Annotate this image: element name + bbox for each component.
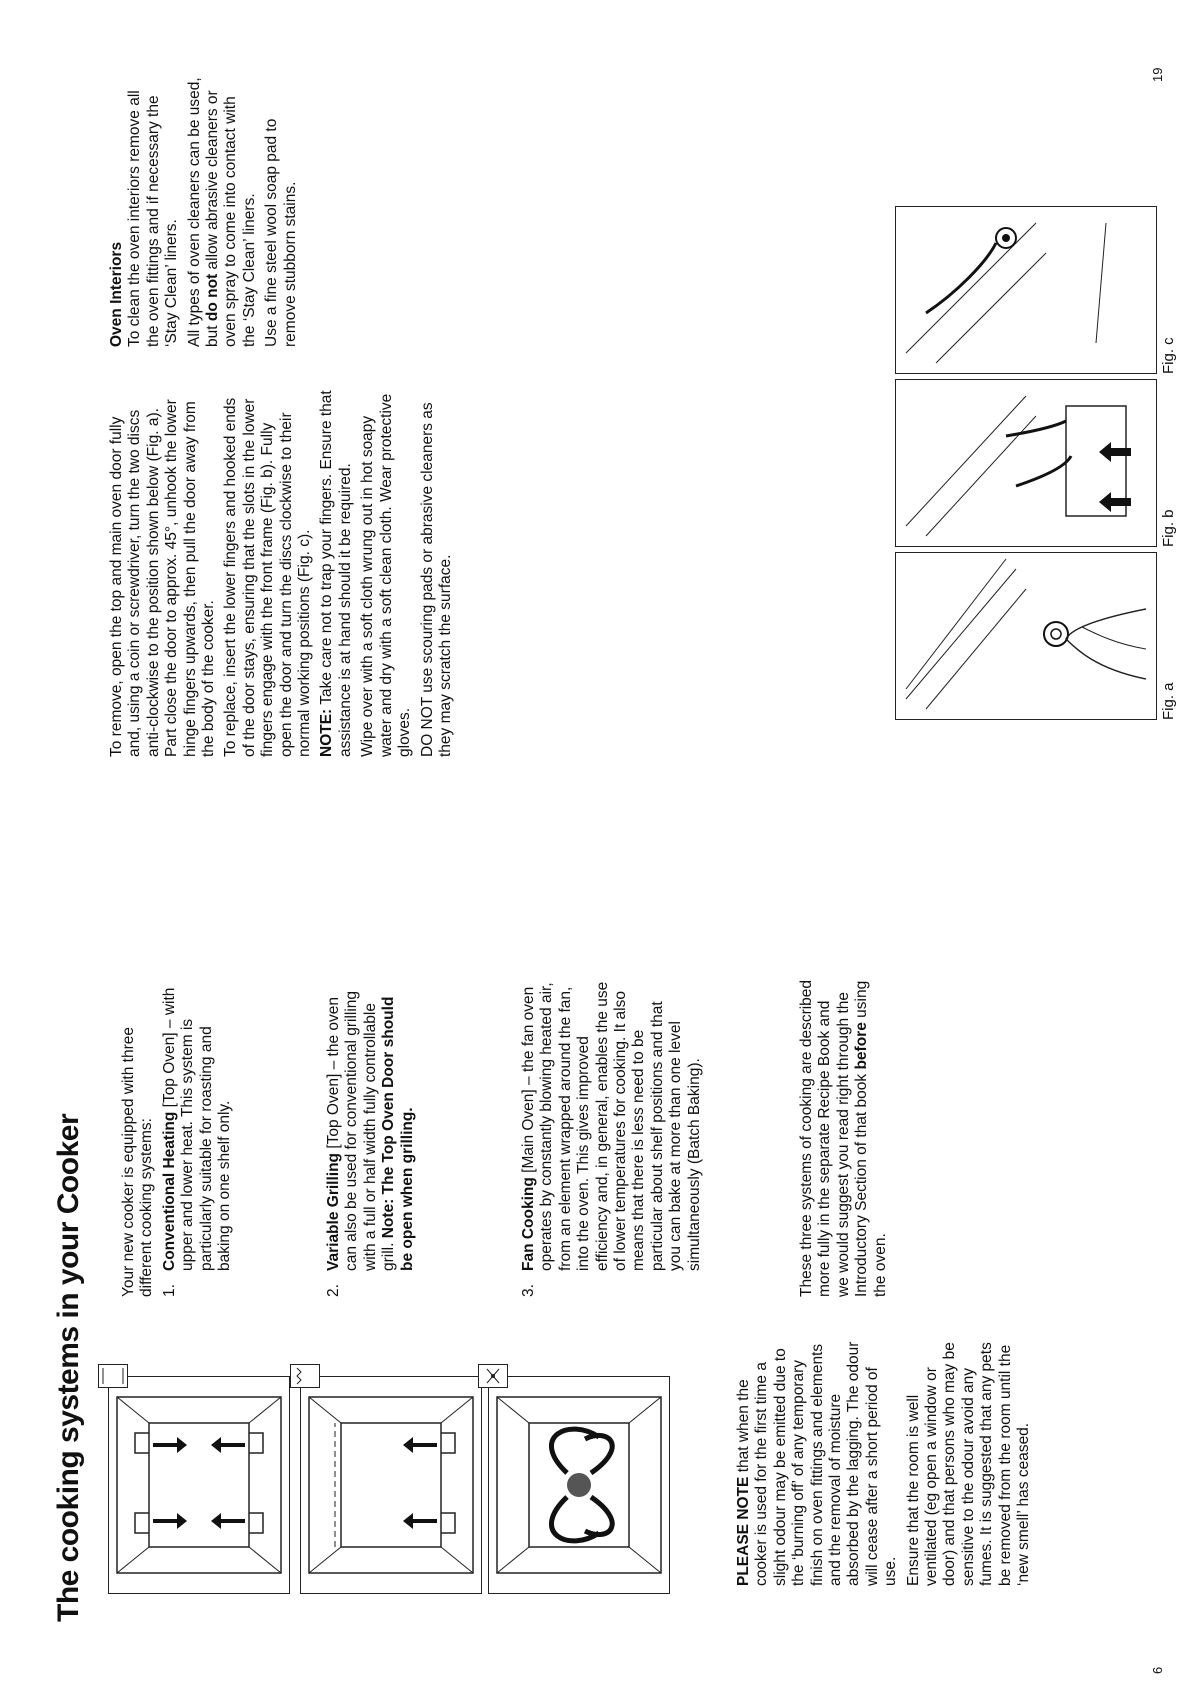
conventional-heating-icon <box>98 1364 128 1388</box>
system-item-1: 1. Conventional Heating [Top Oven] – with upper and lower heat. This system is particularly suitable for roasting and baking on one shelf only. <box>160 987 234 1297</box>
system-item-2-block <box>325 979 417 1297</box>
diagram-fan-cooking <box>488 1376 670 1594</box>
figure-a <box>895 552 1157 720</box>
please-note-block <box>735 1336 1038 1586</box>
oven-interiors-block <box>108 77 304 347</box>
diagram-variable-grilling <box>300 1376 482 1594</box>
grilling-note: Note: The Top Oven Door should be open when grilling. <box>380 996 416 1271</box>
figure-a-illustration <box>896 553 1156 719</box>
page-title: The cooking systems in your Cooker <box>52 1113 85 1622</box>
please-note-para-2: Ensure that the room is well ventilated (eg open a window or door) and that persons who may be sensitive to the odour avoid any fumes. It is suggested that any pets be removed from the room until the ‘new smell’ has ceased. <box>904 1342 1033 1586</box>
figure-c-illustration <box>896 207 1156 373</box>
please-note-para-1: PLEASE NOTE that when the cooker is used for the first time a slight odour may be emitted due to the ‘burning off’ of any temporary finish on oven fittings and elements and the removal of moisture absorbed by the lagging. The odour will cease after a short period of use. <box>735 1341 900 1586</box>
please-note-lead: PLEASE NOTE <box>735 1476 752 1586</box>
oven-interiors-para-1: To clean the oven interiors remove all the oven fittings and if necessary the ‘Stay Clean’ liners. <box>126 90 181 347</box>
oven-interiors-para-2: All types of oven cleaners can be used, but do not allow abrasive cleaners or oven spray to come into contact with the ‘Stay Clean’ liners. <box>185 77 258 347</box>
door-removal-block <box>108 387 459 757</box>
door-wipe-para: Wipe over with a soft cloth wrung out in hot soapy water and dry with a soft clean cloth. Wear protective gloves. <box>359 393 414 757</box>
oven-interiors-heading: Oven Interiors <box>108 241 125 347</box>
figure-a-label: Fig. a <box>1160 682 1177 720</box>
figure-b-illustration <box>896 380 1156 546</box>
system-item-3-block <box>520 979 704 1297</box>
door-note-para: NOTE: Take care not to trap your fingers. Ensure that assistance is at hand should it be required. <box>318 390 354 757</box>
system-item-3: 3. Fan Cooking [Main Oven] – the fan oven operates by constantly blowing heated air, from an element wrapped around the fan, into the oven. This gives improved efficiency and, in general, enables the use of lower temperatures for cooking. It also means that there is less need to be particular about shelf positions and that you can bake at more than one level simultaneously (Batch Baking). <box>520 981 703 1297</box>
figure-b-label: Fig. b <box>1160 509 1177 547</box>
system-item-2: 2. Variable Grilling [Top Oven] – the oven can also be used for conventional grilling with a full or half width fully controllable grill. Note: The Top Oven Door should be open when grilling. <box>325 990 416 1297</box>
systems-description <box>120 979 234 1297</box>
door-replace-para: To replace, insert the lower fingers and hooked ends of the door stays, ensuring that the slots in the lower fingers engage with the front frame (Fig. b). Fully open the door and turn the discs clockwise to their normal working positions (Fig. c). <box>222 397 314 757</box>
grill-icon <box>290 1364 320 1388</box>
door-remove-para: To remove, open the top and main oven door fully and, using a coin or screwdriver, turn the two discs anti-clockwise to the position shown below (Fig. a). Part close the door to approx. 45°, unhook the lower hinge fingers upwards, then pull the door away from the body of the cooker. <box>108 399 218 757</box>
fan-icon <box>478 1364 508 1388</box>
diagram-conventional-heating <box>108 1376 290 1594</box>
systems-outro: These three systems of cooking are described more fully in the separate Recipe Book and we would suggest you read right through the Introductory Section of that book before using the oven. <box>798 979 889 1297</box>
door-warning-para: DO NOT use scouring pads or abrasive cleaners as they may scratch the surface. <box>418 402 454 757</box>
page-number-right: 19 <box>1150 67 1165 82</box>
figure-b <box>895 379 1157 547</box>
grill-oven-illustration <box>301 1377 481 1593</box>
figure-c-label: Fig. c <box>1160 337 1177 374</box>
page-number-left: 6 <box>1150 1666 1165 1674</box>
oven-interiors-para-3: Use a fine steel wool soap pad to remove stubborn stains. <box>263 118 299 347</box>
fan-oven-illustration <box>489 1377 669 1593</box>
conventional-oven-illustration <box>109 1377 289 1593</box>
systems-intro: Your new cooker is equipped with three different cooking systems: <box>120 1027 156 1297</box>
figure-c <box>895 206 1157 374</box>
